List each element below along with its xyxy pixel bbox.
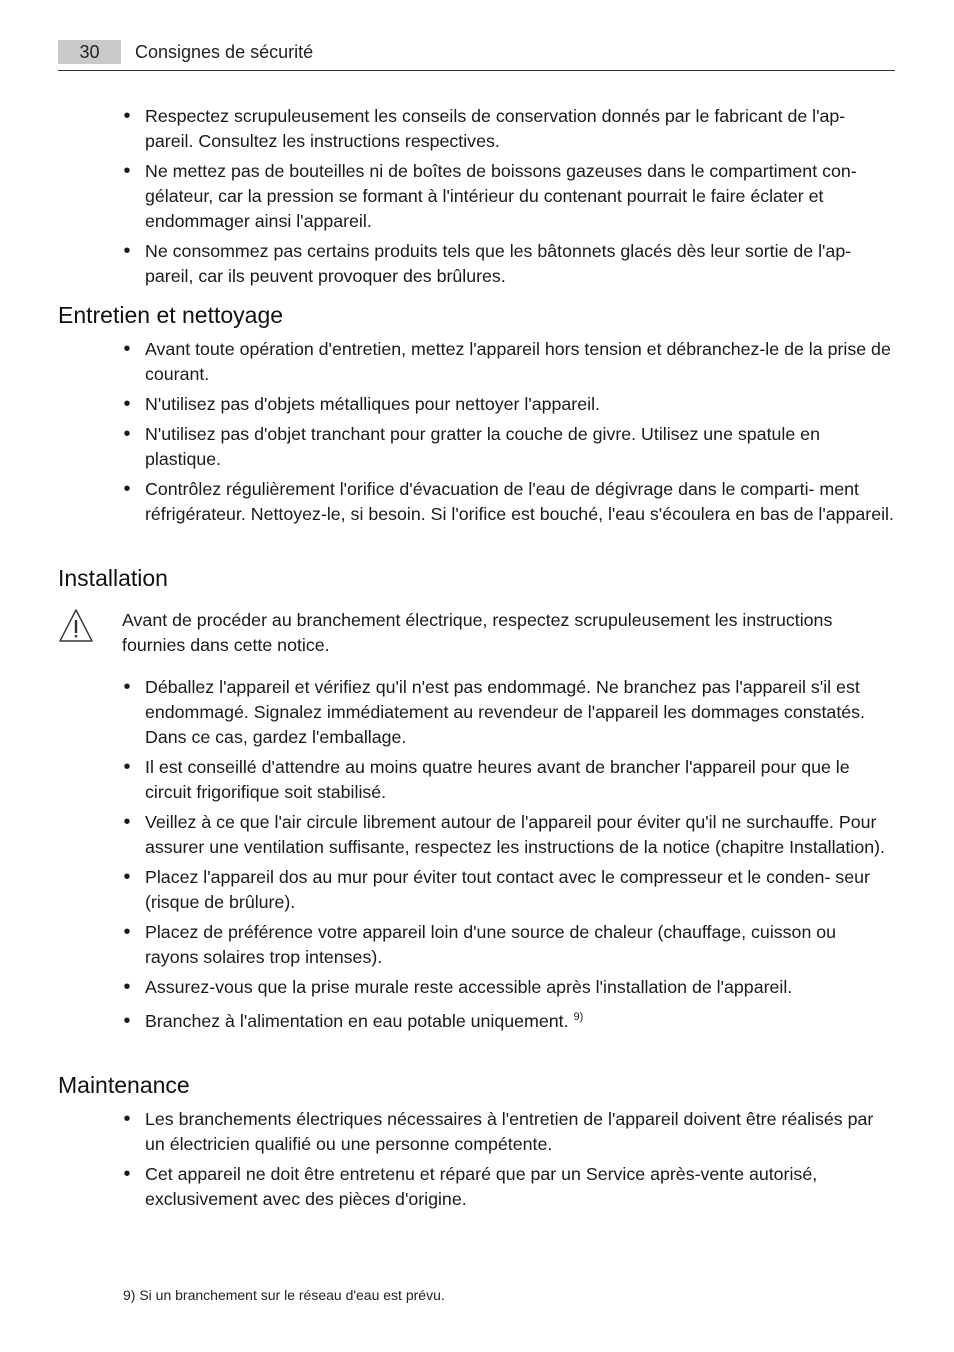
maintenance-cleaning-list	[0, 337, 894, 532]
bullet-icon: •	[123, 921, 131, 943]
bullet-icon: •	[123, 756, 131, 778]
maintenance-list	[0, 1107, 894, 1217]
bullet-icon: •	[123, 338, 131, 360]
installation-list	[0, 675, 894, 1039]
footnote: 9) Si un branchement sur le réseau d'eau est prévu.	[123, 1287, 445, 1303]
list-item: • Assurez-vous que la prise murale reste accessible après l'installation de l'appareil.	[0, 975, 894, 1000]
list-item: • Branchez à l'alimentation en eau potable uniquement. $^{9)}$	[0, 1005, 894, 1034]
list-item: • Placez de préférence votre appareil loin d'une source de chaleur (chauffage, cuisson ou rayons solaires trop intenses).	[0, 920, 894, 970]
list-item: • Cet appareil ne doit être entretenu et réparé que par un Service après-vente autorisé, exclusivement avec des pièces d'origine.	[0, 1162, 894, 1212]
list-item: • Veillez à ce que l'air circule librement autour de l'appareil pour éviter qu'il ne surchauffe. Pour assurer une ventilation suffisante, respectez les instructions de la notice (chapitre Installation).	[0, 810, 894, 860]
bullet-icon: •	[123, 393, 131, 415]
section-title-installation: Installation	[58, 565, 168, 591]
warning-text: Avant de procéder au branchement électrique, respectez scrupuleusement les instructions fournies dans cette notice.	[122, 610, 833, 655]
bullet-icon: •	[123, 423, 131, 445]
page-header	[58, 40, 895, 71]
list-item: • Ne mettez pas de bouteilles ni de boîtes de boissons gazeuses dans le compartiment con- gélateur, car la pression se formant à l'intérieur du contenant pourrait le faire éclater et endommager ainsi l'appareil.	[0, 159, 894, 234]
list-item: • N'utilisez pas d'objets métalliques pour nettoyer l'appareil.	[0, 392, 894, 417]
list-item: • Placez l'appareil dos au mur pour éviter tout contact avec le compresseur et le conden- seur (risque de brûlure).	[0, 865, 894, 915]
list-item: • Respectez scrupuleusement les conseils de conservation donnés par le fabricant de l'ap- pareil. Consultez les instructions respectives.	[0, 104, 894, 154]
warning-triangle-icon	[58, 608, 94, 644]
list-item: • Les branchements électriques nécessaires à l'entretien de l'appareil doivent être réalisés par un électricien qualifié ou une personne compétente.	[0, 1107, 894, 1157]
bullet-icon: •	[123, 1108, 131, 1130]
bullet-icon: •	[123, 1163, 131, 1185]
list-item: • Il est conseillé d'attendre au moins quatre heures avant de brancher l'appareil pour que le circuit frigorifique soit stabilisé.	[0, 755, 894, 805]
bullet-icon: •	[123, 105, 131, 127]
section-title-entretien: Entretien et nettoyage	[58, 302, 284, 328]
bullet-icon: •	[123, 1010, 131, 1032]
bullet-icon: •	[123, 676, 131, 698]
section-title-maintenance: Maintenance	[58, 1072, 190, 1098]
bullet-icon: •	[123, 811, 131, 833]
bullet-icon: •	[123, 866, 131, 888]
installation-warning	[58, 608, 895, 658]
list-item: • Ne consommez pas certains produits tels que les bâtonnets glacés dès leur sortie de l'ap- pareil, car ils peuvent provoquer des brûlures.	[0, 239, 894, 289]
list-item: • Contrôlez régulièrement l'orifice d'évacuation de l'eau de dégivrage dans le comparti- ment réfrigérateur. Nettoyez-le, si besoin. Si l'orifice est bouché, l'eau s'écoulera en bas de l'appareil.	[0, 477, 894, 527]
list-item: • Déballez l'appareil et vérifiez qu'il n'est pas endommagé. Ne branchez pas l'appareil s'il est endommagé. Signalez immédiatement au revendeur de l'appareil les dommages constatés. Dans ce cas, gardez l'emballage.	[0, 675, 894, 750]
bullet-icon: •	[123, 160, 131, 182]
intro-list	[0, 104, 894, 294]
page-number: 30	[58, 40, 121, 64]
bullet-icon: •	[123, 976, 131, 998]
bullet-icon: •	[123, 240, 131, 262]
list-item: • N'utilisez pas d'objet tranchant pour gratter la couche de givre. Utilisez une spatule en plastique.	[0, 422, 894, 472]
header-title: Consignes de sécurité	[135, 42, 314, 62]
list-item: • Avant toute opération d'entretien, mettez l'appareil hors tension et débranchez-le de la prise de courant.	[0, 337, 894, 387]
footnote-ref: 9)	[573, 1011, 584, 1024]
bullet-icon: •	[123, 478, 131, 500]
